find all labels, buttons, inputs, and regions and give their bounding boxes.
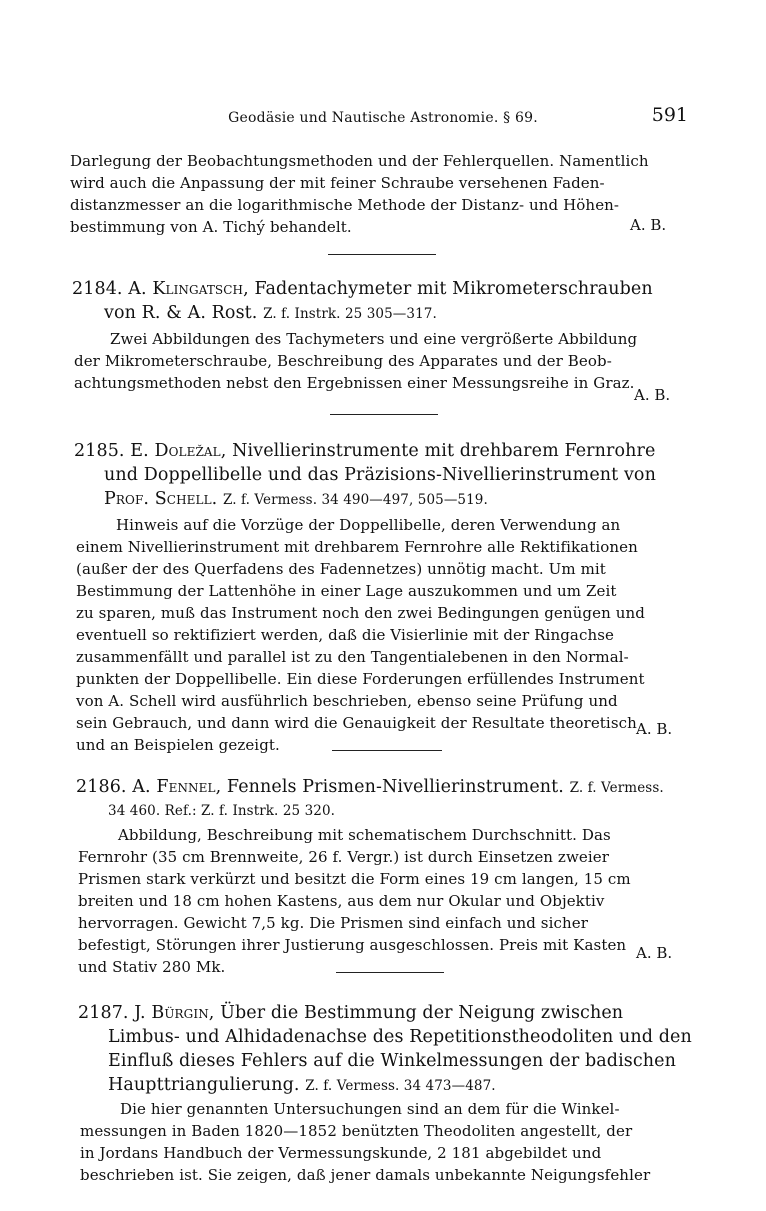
separator-rule [336, 972, 444, 973]
body-line: Prismen stark verkürzt und besitzt die Form eines 19 cm langen, 15 cm [78, 870, 631, 888]
body-line: Abbildung, Beschreibung mit schematischem Durchschnitt. Das [118, 826, 611, 844]
signature: A. B. [636, 720, 673, 738]
body-line: breiten und 18 cm hohen Kastens, aus dem nur Okular und Objektiv [78, 892, 605, 910]
entry-title: Nivellierinstrumente mit drehbarem Fernrohre [232, 441, 656, 461]
entry-heading [76, 776, 664, 799]
entry-title-continued: von R. & A. Rost. [104, 303, 258, 323]
body-line: (außer der des Querfadens des Fadennetzes) unnötig macht. Um mit [76, 560, 606, 578]
body-line: Hinweis auf die Vorzüge der Doppellibelle, deren Verwendung an [116, 516, 621, 534]
entry-author: A. Fennel, [132, 777, 222, 797]
entry-title: Fennels Prismen-Nivellierinstrument. [226, 777, 564, 797]
body-line: Bestimmung der Lattenhöhe in einer Lage auszukommen und um Zeit [76, 582, 617, 600]
intro-line: bestimmung von A. Tichý behandelt. [70, 218, 352, 236]
entry-title-continued: Prof. Schell. [104, 489, 218, 509]
signature: A. B. [634, 386, 671, 404]
signature: A. B. [636, 944, 673, 962]
entry-number: 2184. [72, 279, 123, 299]
body-line: befestigt, Störungen ihrer Justierung ausgeschlossen. Preis mit Kasten [78, 936, 627, 954]
entry-title-continued: und Doppellibelle und das Präzisions-Nivellierinstrument von [104, 465, 656, 485]
entry-reference-continued: 34 460. Ref.: Z. f. Instrk. 25 320. [108, 803, 336, 819]
body-line: Zwei Abbildungen des Tachymeters und eine vergrößerte Abbildung [110, 330, 638, 348]
body-line: sein Gebrauch, und dann wird die Genauigkeit der Resultate theoretisch [76, 714, 637, 732]
body-line: eventuell so rektifiziert werden, daß die Visierlinie mit der Ringachse [76, 626, 614, 644]
intro-line: distanzmesser an die logarithmische Methode der Distanz- und Höhen- [70, 196, 620, 214]
entry-number: 2185. [74, 441, 125, 461]
body-line: achtungsmethoden nebst den Ergebnissen einer Messungsreihe in Graz. [74, 374, 635, 392]
entry-title-continued: Einfluß dieses Fehlers auf die Winkelmessungen der badischen [108, 1051, 676, 1071]
entry-reference: Z. f. Vermess. [569, 780, 664, 796]
entry-author: J. Bürgin, [134, 1003, 215, 1023]
body-line: in Jordans Handbuch der Vermessungskunde, 2 181 abgebildet und [80, 1144, 602, 1162]
entry-title-continued: Haupttriangulierung. [108, 1075, 300, 1095]
separator-rule [328, 254, 436, 255]
page-number: 591 [651, 104, 688, 126]
body-line: und Stativ 280 Mk. [78, 958, 226, 976]
entry-number: 2187. [78, 1003, 129, 1023]
body-line: punkten der Doppellibelle. Ein diese Forderungen erfüllendes Instrument [76, 670, 645, 688]
entry-title-continued: Limbus- und Alhidadenachse des Repetitionstheodoliten und den [108, 1027, 692, 1047]
body-line: Die hier genannten Untersuchungen sind an dem für die Winkel- [120, 1100, 620, 1118]
body-line: der Mikrometerschraube, Beschreibung des Apparates und der Beob- [74, 352, 612, 370]
entry-reference: Z. f. Vermess. 34 490—497, 505—519. [222, 492, 488, 508]
entry-number: 2186. [76, 777, 127, 797]
body-line: beschrieben ist. Sie zeigen, daß jener damals unbekannte Neigungsfehler [80, 1166, 651, 1184]
body-line: und an Beispielen gezeigt. [76, 736, 280, 754]
entry-author: E. Doležal, [130, 441, 227, 461]
entry-heading-continued [104, 302, 437, 325]
running-title: Geodäsie und Nautische Astronomie. § 69. [228, 110, 538, 126]
signature: A. B. [630, 216, 667, 234]
entry-author: A. Klingatsch, [128, 279, 249, 299]
intro-line: Darlegung der Beobachtungsmethoden und der Fehlerquellen. Namentlich [70, 152, 649, 170]
body-line: einem Nivellierinstrument mit drehbarem Fernrohre alle Rektifikationen [76, 538, 638, 556]
body-line: Fernrohr (35 cm Brennweite, 26 f. Vergr.) ist durch Einsetzen zweier [78, 848, 610, 866]
running-header [70, 104, 696, 132]
entry-heading [72, 278, 653, 300]
body-line: zusammenfällt und parallel ist zu den Tangentialebenen in den Normal- [76, 648, 629, 666]
body-line: zu sparen, muß das Instrument noch den zwei Bedingungen genügen und [76, 604, 645, 622]
entry-title: Fadentachymeter mit Mikrometerschrauben [254, 279, 653, 299]
separator-rule [332, 750, 442, 751]
body-line: hervorragen. Gewicht 7,5 kg. Die Prismen sind einfach und sicher [78, 914, 589, 932]
separator-rule [330, 414, 438, 415]
entry-reference: Z. f. Instrk. 25 305—317. [263, 306, 437, 322]
entry-reference: Z. f. Vermess. 34 473—487. [305, 1078, 496, 1094]
entry-heading [74, 440, 655, 462]
body-line: messungen in Baden 1820—1852 benützten Theodoliten angestellt, der [80, 1122, 633, 1140]
entry-heading-continued [104, 488, 488, 511]
entry-title: Über die Bestimmung der Neigung zwischen [220, 1003, 624, 1023]
entry-heading [78, 1002, 623, 1024]
entry-heading-continued [108, 1074, 496, 1097]
body-line: von A. Schell wird ausführlich beschrieben, ebenso seine Prüfung und [76, 692, 618, 710]
intro-line: wird auch die Anpassung der mit feiner Schraube versehenen Faden- [70, 174, 605, 192]
